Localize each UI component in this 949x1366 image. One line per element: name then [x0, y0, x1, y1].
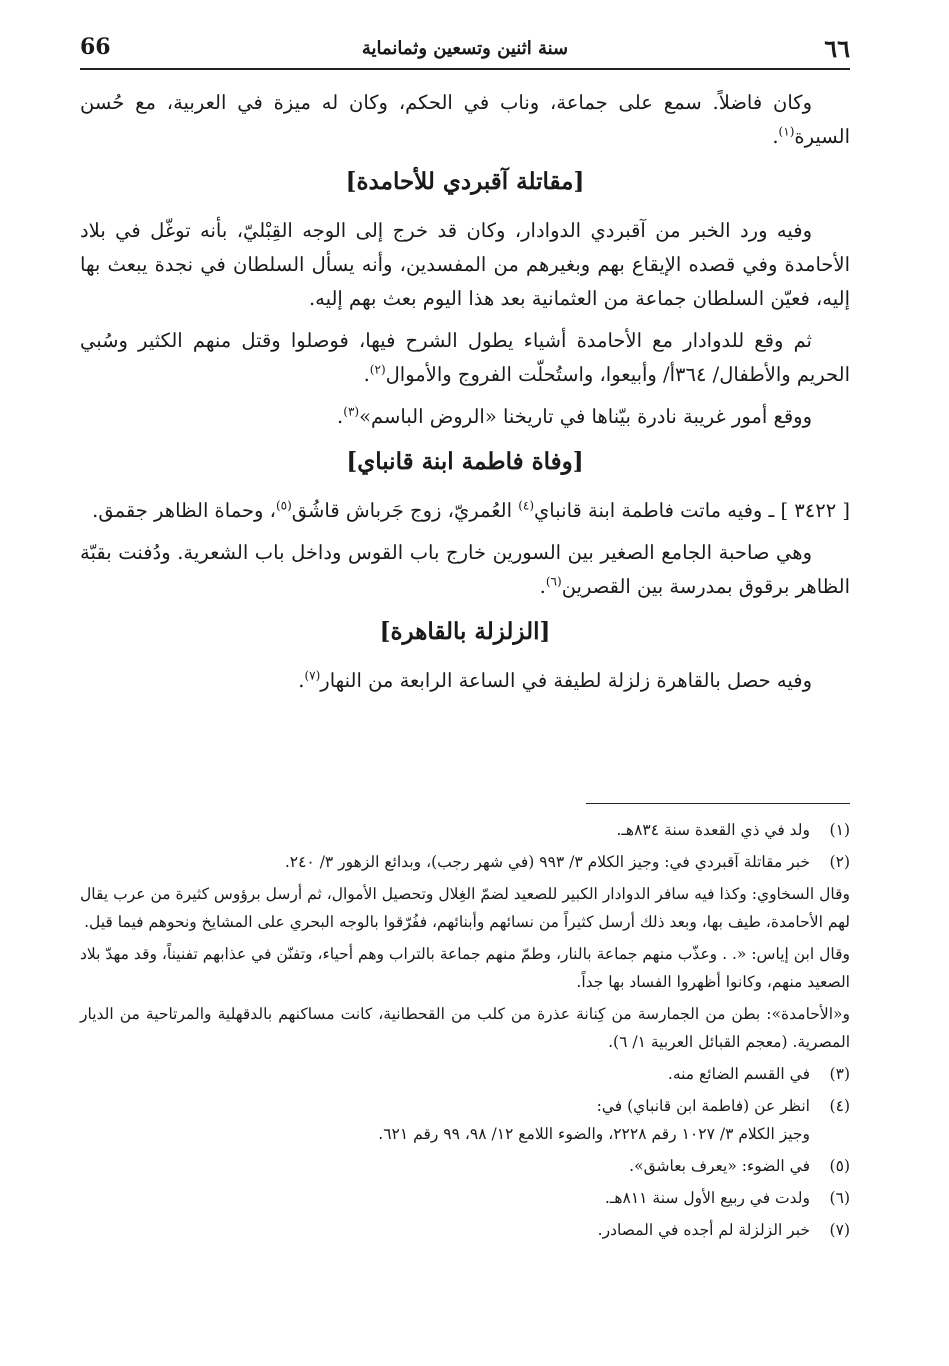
paragraph — [80, 664, 850, 698]
footnotes — [80, 816, 850, 1248]
footnote-continuation: وقال السخاوي: وكذا فيه سافر الدوادار الكبير للصعيد لضمّ الغِلال وتحصيل الأموال، ثم أرسل برؤوس كثيرة من عرب يقال لهم الأحامدة، طيف بها، وبعد ذلك أرسل كثيراً من نسائهم وأبنائهم، ففُرّقوا بالوجه البحري على المشايخ ونحوهم فيما قيل. — [80, 885, 850, 931]
section-heading: [مقاتلة آقبردي للأحامدة] — [345, 168, 585, 195]
footnote — [80, 1152, 850, 1180]
header-divider — [80, 68, 850, 70]
paragraph-end: . — [337, 405, 344, 428]
footnote-ref: (٤) — [518, 498, 535, 513]
footnote-text: خبر الزلزلة لم أجده في المصادر. — [597, 1221, 810, 1239]
footnote-number: (٦) — [829, 1189, 850, 1207]
footnote-text: ولدت في ربيع الأول سنة ٨١١هـ. — [604, 1189, 810, 1207]
footnote-number: (٤) — [829, 1097, 850, 1115]
footnote-continuation: وقال ابن إياس: «. . وعذّب منهم جماعة بالنار، وطمّ منهم جماعة بالتراب وهم أحياء، وتفنّن في عذابهم تفنيناً، وقد مهدّ بلاد الصعيد منهم، وكانوا أظهروا الفساد بها جداً. — [80, 945, 850, 991]
section-heading: [الزلزلة بالقاهرة] — [379, 618, 551, 645]
footnote-text: وجيز الكلام ٣/ ١٠٢٧ رقم ٢٢٢٨، والضوء اللامع ١٢/ ٩٨، ٩٩ رقم ٦٢١. — [378, 1125, 810, 1143]
paragraph-end: . — [772, 125, 779, 148]
paragraph: وفيه ورد الخبر من آقبردي الدوادار، وكان قد خرج إلى الوجه القِبْليّ، بأنه توغّل في بلاد الأحامدة وفي قصده الإيقاع بهم وبغيرهم من المفسدين، وأنه يسأل السلطان في نجدة يبعث بها إليه، فعيّن السلطان جماعة من العثمانية بعد هذا اليوم بعث بهم إليه. — [80, 219, 850, 310]
paragraph-text: ووقع أمور غريبة نادرة بيّناها في تاريخنا «الروض الباسم» — [359, 405, 812, 428]
footnote-text: خبر مقاتلة آقبردي في: وجيز الكلام ٣/ ٩٩٣ (في شهر رجب)، وبدائع الزهور ٣/ ٢٤٠. — [284, 853, 810, 871]
paragraph-end: . — [539, 575, 546, 598]
footnote — [80, 816, 850, 844]
page-number-latin: 66 — [80, 34, 111, 60]
footnote-ref: (٦) — [545, 574, 562, 589]
paragraph-text: وفيه حصل بالقاهرة زلزلة لطيفة في الساعة الرابعة من النهار — [320, 669, 812, 692]
footnote-text: انظر عن (فاطمة ابن قانباي) في: — [596, 1097, 810, 1115]
footnote-number: (١) — [829, 821, 850, 839]
paragraph-text: ثم وقع للدوادار مع الأحامدة أشياء يطول الشرح فيها، فوصلوا وقتل منهم الكثير وسُبي الحريم والأطفال/ ٣٦٤أ/ وأبيعوا، واستُحلّت الفروج والأموال — [80, 329, 850, 386]
paragraph-text: [ ٣٤٢٢ ] ـ وفيه ماتت فاطمة ابنة قانباي — [534, 499, 850, 522]
paragraph — [80, 324, 850, 392]
paragraph — [80, 494, 850, 528]
footnote-ref: (١) — [778, 124, 795, 139]
footnote-number: (٣) — [829, 1065, 850, 1083]
page-number-arabic: ٦٦ — [824, 34, 850, 63]
footnote-divider — [586, 803, 850, 804]
paragraph — [80, 86, 850, 154]
footnote-ref: (٣) — [343, 404, 360, 419]
footnote-number: (٢) — [829, 853, 850, 871]
footnote — [80, 1060, 850, 1088]
footnote-continuation: و«الأحامدة»: بطن من الجمارسة من كِنانة عذرة من كلب من القحطانية، كانت مساكنهم بالدقهلية والمرتاحية من الديار المصرية. (معجم القبائل العربية ١/ ٦). — [80, 1005, 850, 1051]
footnote-number: (٧) — [829, 1221, 850, 1239]
paragraph-text: العُمريّ، زوج جَرباش قاشُق — [291, 499, 519, 522]
paragraph-end: . — [298, 669, 305, 692]
running-title: سنة اثنين وتسعين وثمانماية — [361, 38, 569, 59]
paragraph-text: وكان فاضلاً. سمع على جماعة، وناب في الحكم، وكان له ميزة في العربية، مع حُسن السيرة — [80, 91, 850, 148]
paragraph-text: ، وحماة الظاهر جقمق. — [92, 499, 276, 522]
running-header — [80, 30, 850, 66]
footnote-text: في القسم الضائع منه. — [667, 1065, 810, 1083]
footnote-ref: (٥) — [275, 498, 292, 513]
footnote-text: ولد في ذي القعدة سنة ٨٣٤هـ. — [616, 821, 810, 839]
footnote-text: في الضوء: «يعرف بعاشق». — [629, 1157, 810, 1175]
paragraph — [80, 400, 850, 434]
main-text — [80, 86, 850, 706]
footnote — [80, 1092, 850, 1148]
footnote-ref: (٢) — [369, 362, 386, 377]
footnote-ref: (٧) — [304, 668, 321, 683]
paragraph — [80, 536, 850, 604]
paragraph-end: . — [363, 363, 370, 386]
footnote — [80, 1184, 850, 1212]
paragraph-text: وهي صاحبة الجامع الصغير بين السورين خارج باب القوس وداخل باب الشعرية. ودُفنت بقبّة الظاهر برقوق بمدرسة بين القصرين — [80, 541, 850, 598]
footnote — [80, 848, 850, 876]
section-heading: [وفاة فاطمة ابنة قانباي] — [346, 448, 584, 475]
footnote — [80, 1216, 850, 1244]
footnote-number: (٥) — [829, 1157, 850, 1175]
